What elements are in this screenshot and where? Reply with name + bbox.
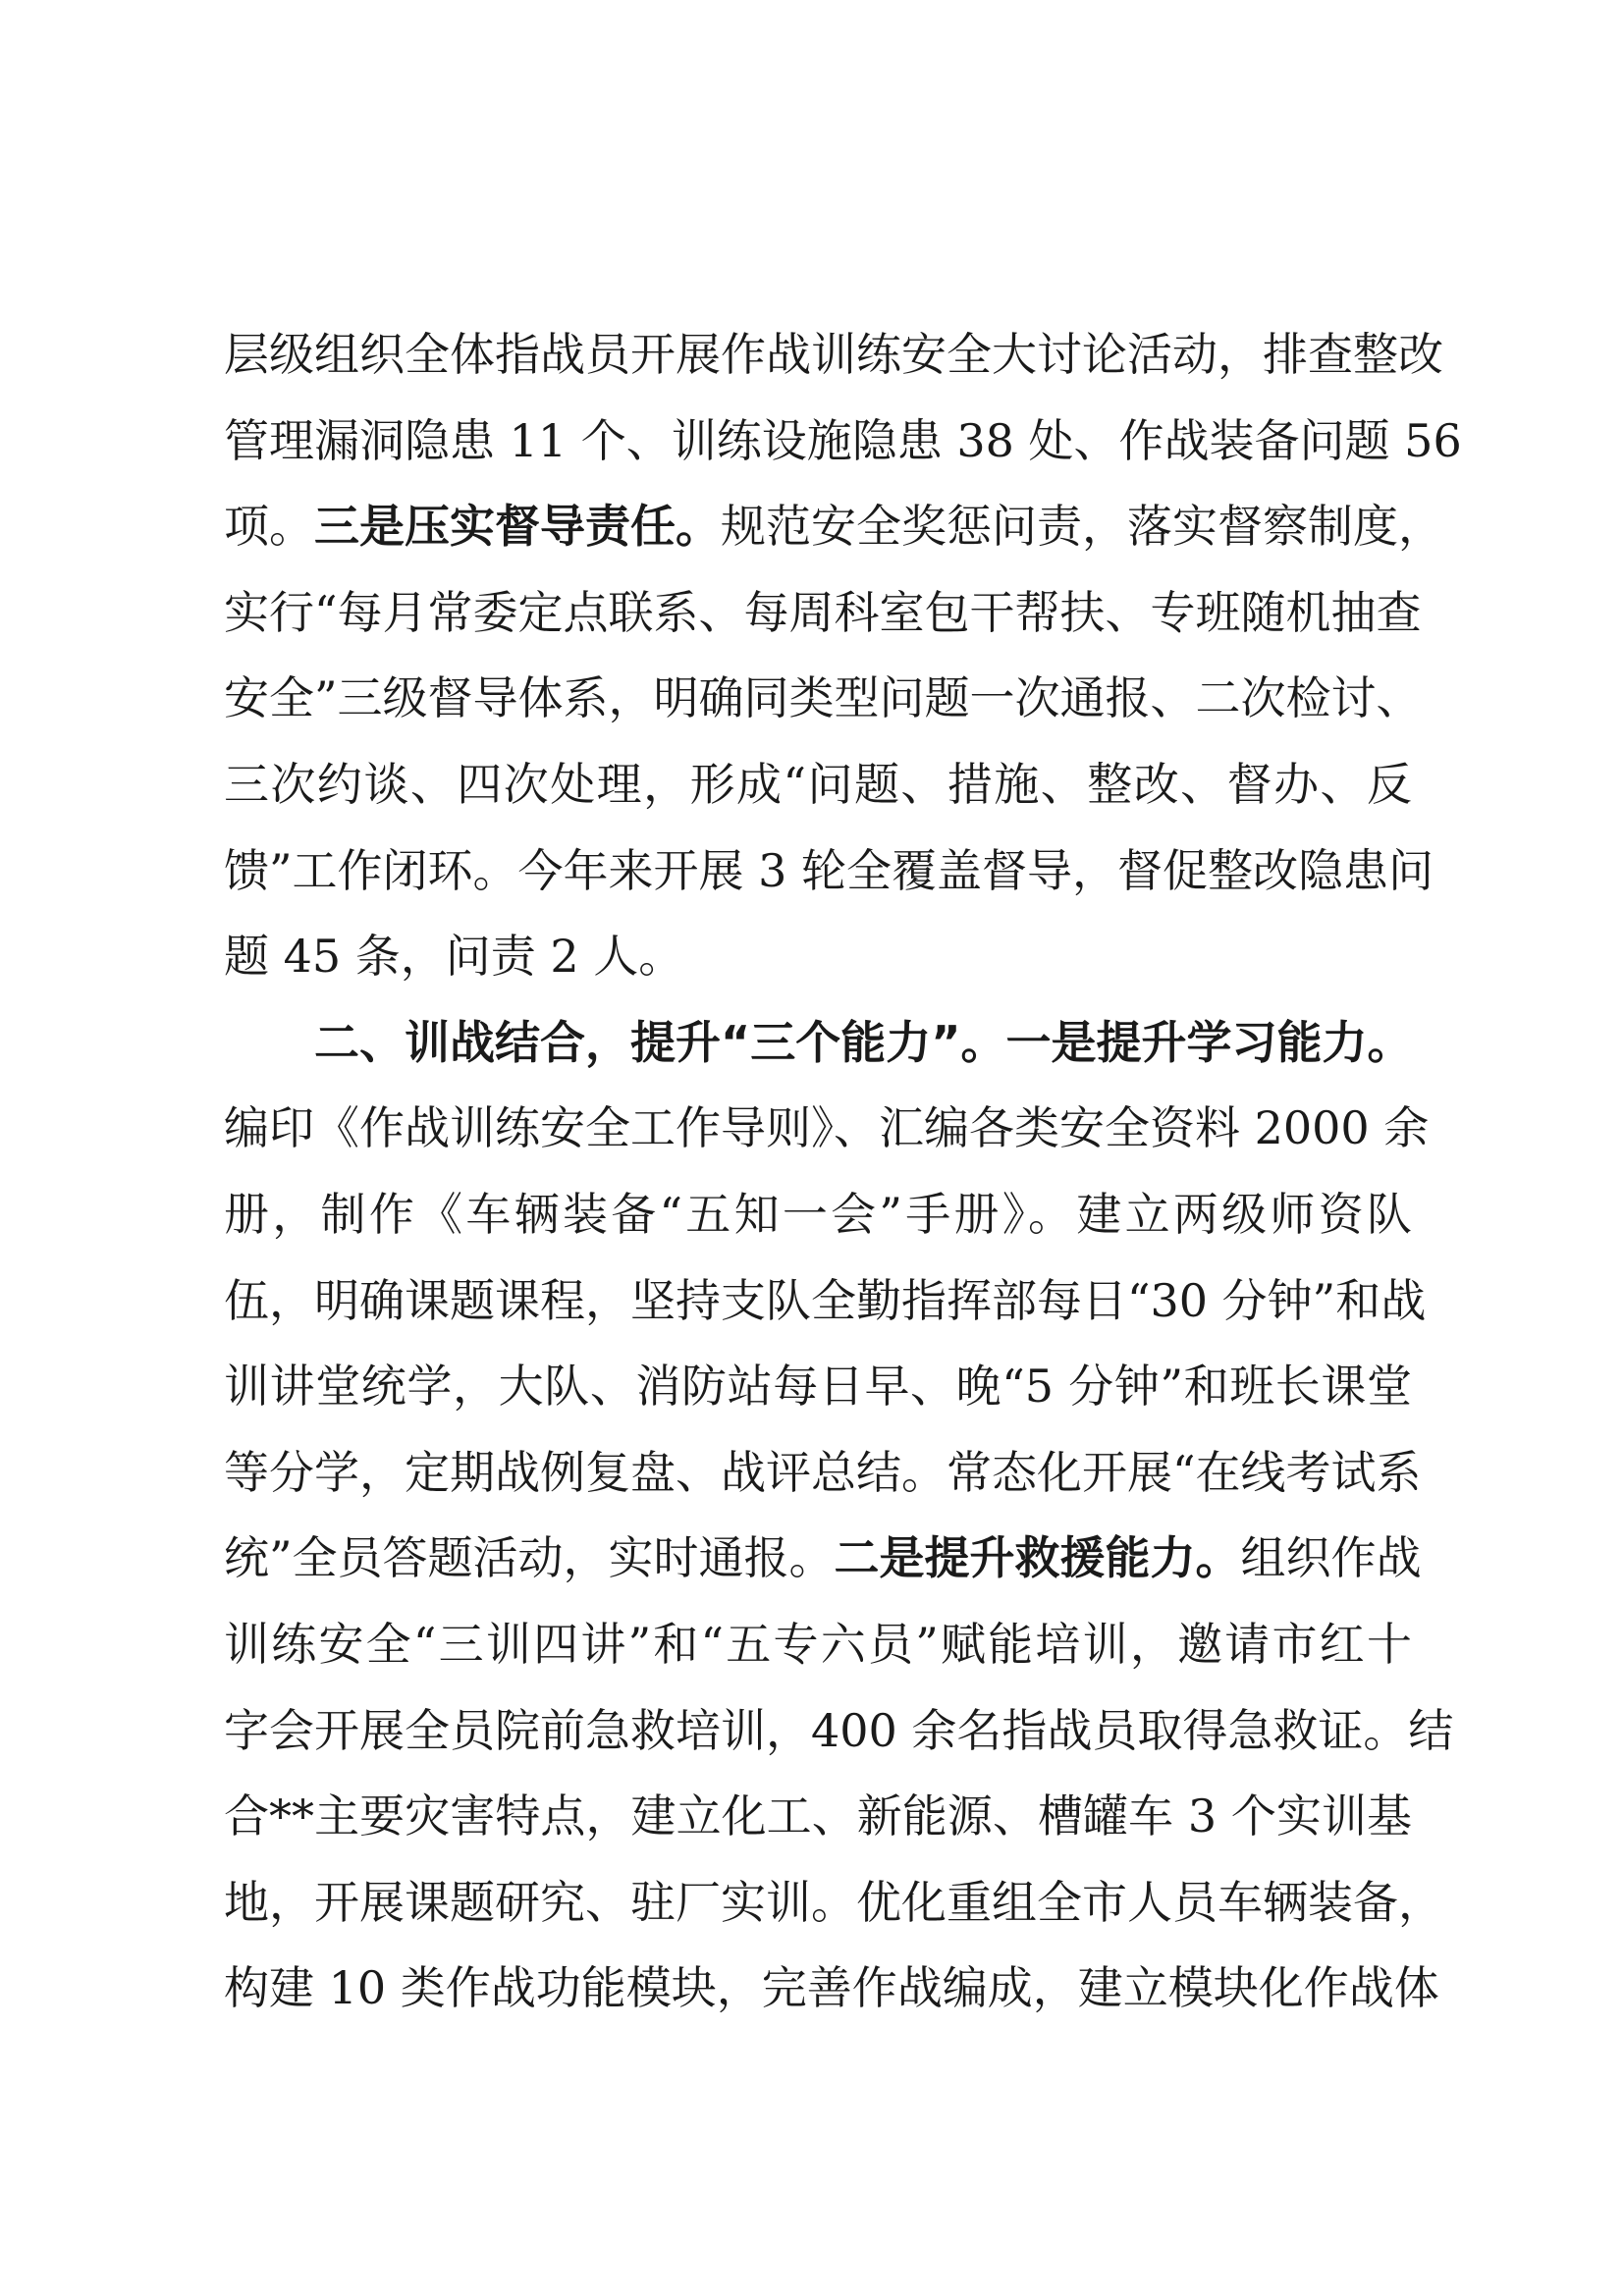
- bold-heading-run: 三是压实督导责任。: [314, 500, 721, 554]
- text-run: 项。: [224, 500, 314, 554]
- text-line: 题 45 条，问责 2 人。: [224, 930, 684, 984]
- text-line: [224, 484, 1443, 570]
- section-heading-line: [224, 1000, 1412, 1087]
- text-line: [224, 1516, 1422, 1602]
- section-heading: 二、训战结合，提升“三个能力”。一是提升学习能力。: [314, 1015, 1413, 1069]
- text-line: 伍，明确课题课程，坚持支队全勤指挥部每日“30 分钟”和战: [224, 1273, 1427, 1327]
- text-line: 地，开展课题研究、驻厂实训。优化重组全市人员车辆装备，: [224, 1875, 1443, 1929]
- bold-heading-run: 二是提升救援能力。: [834, 1531, 1241, 1585]
- text-line: 编印《作战训练安全工作导则》、汇编各类安全资料 2000 余: [224, 1101, 1430, 1155]
- text-line: 训讲堂统学，大队、消防站每日早、晚“5 分钟”和班长课堂: [224, 1360, 1412, 1414]
- text-line: 管理漏洞隐患 11 个、训练设施隐患 38 处、作战装备问题 56: [224, 413, 1462, 467]
- text-line: 构建 10 类作战功能模块，完善作战编成，建立模块化作战体: [224, 1961, 1439, 2015]
- text-line: 册，制作《车辆装备“五知一会”手册》。建立两级师资队: [224, 1187, 1412, 1241]
- text-run: 组织作战: [1240, 1531, 1422, 1585]
- text-run: 统”全员答题活动，实时通报。: [224, 1531, 835, 1585]
- text-line: 安全”三级督导体系，明确同类型问题一次通报、二次检讨、: [224, 671, 1422, 725]
- text-line: 层级组织全体指战员开展作战训练安全大讨论活动，排查整改: [224, 328, 1443, 381]
- text-line: 实行“每月常委定点联系、每周科室包干帮扶、专班随机抽查: [224, 585, 1422, 639]
- text-line: 训练安全“三训四讲”和“五专六员”赋能培训，邀请市红十: [224, 1617, 1412, 1671]
- text-line: 馈”工作闭环。今年来开展 3 轮全覆盖督导，督促整改隐患问: [224, 843, 1434, 897]
- text-line: 等分学，定期战例复盘、战评总结。常态化开展“在线考试系: [224, 1445, 1422, 1499]
- body-text: [224, 312, 1462, 2032]
- text-line: 三次约谈、四次处理，形成“问题、措施、整改、督办、反: [224, 757, 1412, 811]
- text-run: 规范安全奖惩问责，落实督察制度，: [721, 500, 1443, 554]
- text-line: 合**主要灾害特点，建立化工、新能源、槽罐车 3 个实训基: [224, 1789, 1412, 1843]
- text-line: 字会开展全员院前急救培训，400 余名指战员取得急救证。结: [224, 1703, 1454, 1757]
